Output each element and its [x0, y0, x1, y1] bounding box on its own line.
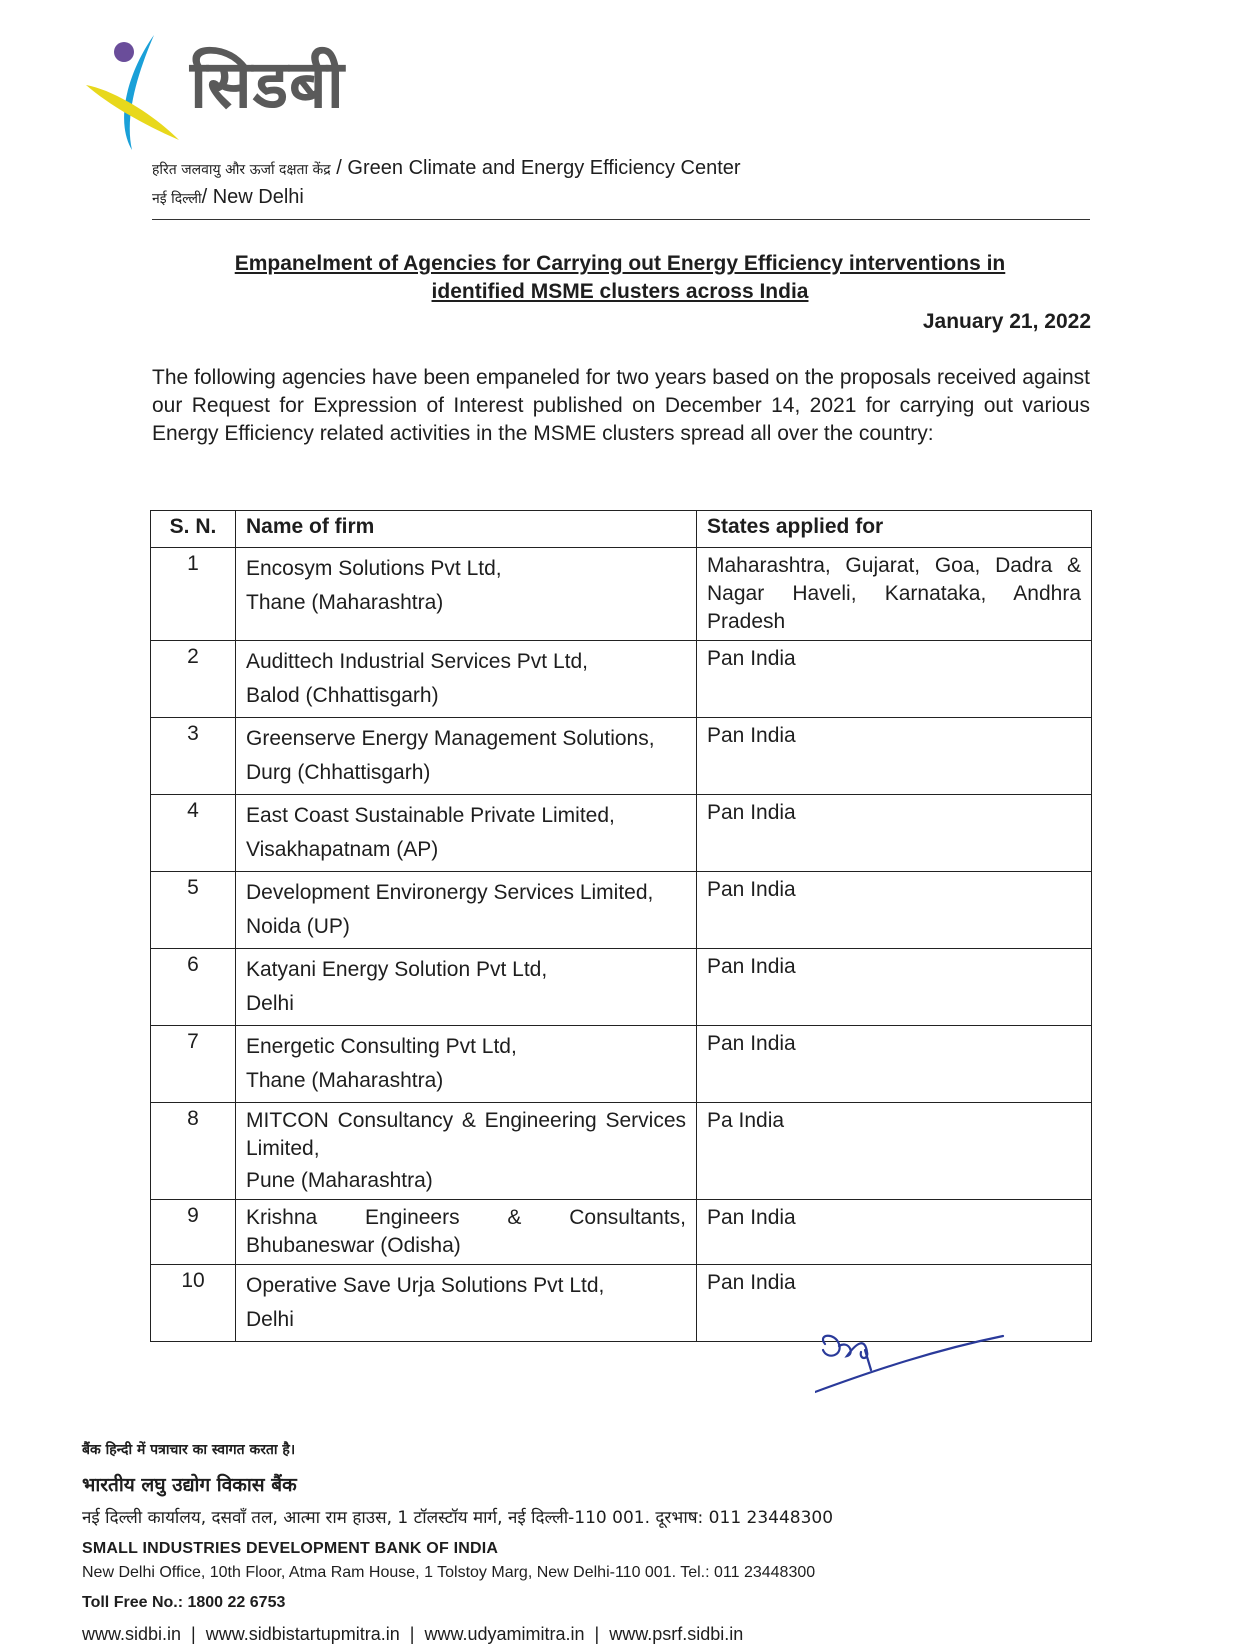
table-row — [151, 949, 1092, 1026]
firm-name-line: East Coast Sustainable Private Limited, — [246, 804, 615, 827]
center-location-english: New Delhi — [212, 186, 304, 208]
firm-name-line: Encosym Solutions Pvt Ltd, — [246, 557, 502, 580]
firm-name-line: Audittech Industrial Services Pvt Ltd, — [246, 650, 588, 673]
signature-icon — [815, 1330, 1005, 1410]
cell-sn: 8 — [151, 1103, 236, 1200]
cell-firm-name — [236, 1200, 697, 1265]
table-row — [151, 872, 1092, 949]
sidbi-logo-icon — [84, 30, 194, 155]
website-link-udyamimitra[interactable]: www.udyamimitra.in — [424, 1624, 585, 1644]
intro-paragraph: The following agencies have been empaneled for two years based on the proposals received against our Request for Expression of Interest published on December 14, 2021 for carrying out various Energy Efficiency related activities in the MSME clusters spread all over the country: — [152, 366, 1090, 445]
toll-free-label: Toll Free No.: — [82, 1594, 188, 1611]
sidbi-logo-wordmark: सिडबी — [190, 46, 345, 123]
document-date: January 21, 2022 — [922, 310, 1091, 333]
cell-sn: 2 — [151, 641, 236, 718]
cell-sn: 4 — [151, 795, 236, 872]
firm-location-line: Noida (UP) — [246, 915, 350, 938]
cell-states: Pan India — [697, 1200, 1092, 1265]
column-header-sn: S. N. — [151, 511, 236, 548]
website-link-sidbi[interactable]: www.sidbi.in — [82, 1624, 182, 1644]
cell-sn: 10 — [151, 1265, 236, 1342]
bank-name-english: SMALL INDUSTRIES DEVELOPMENT BANK OF INDIA — [82, 1540, 499, 1557]
center-location-hindi: नई दिल्ली — [152, 191, 202, 207]
cell-firm-name — [236, 1265, 697, 1342]
website-separator: | — [594, 1624, 600, 1644]
cell-states: Pa India — [697, 1103, 1092, 1200]
document-title-line2: identified MSME clusters across India — [431, 280, 809, 303]
firm-location-line: Visakhapatnam (AP) — [246, 838, 439, 861]
bank-name-hindi: भारतीय लघु उद्योग विकास बैंक — [82, 1474, 297, 1496]
cell-firm-name — [236, 718, 697, 795]
website-links — [82, 1624, 1082, 1645]
cell-firm-name — [236, 872, 697, 949]
firm-location-line: Durg (Chhattisgarh) — [246, 761, 431, 784]
toll-free-number: 1800 22 6753 — [187, 1594, 286, 1611]
cell-sn: 1 — [151, 548, 236, 641]
cell-states: Pan India — [697, 1026, 1092, 1103]
cell-states: Pan India — [697, 795, 1092, 872]
header-divider — [152, 219, 1090, 220]
firm-location-line: Delhi — [246, 1308, 294, 1331]
center-name-separator: / — [330, 157, 348, 179]
hindi-correspondence-note: बैंक हिन्दी में पत्राचार का स्वागत करता है। — [82, 1442, 296, 1458]
cell-firm-name — [236, 548, 697, 641]
table-row — [151, 641, 1092, 718]
cell-states: Maharashtra, Gujarat, Goa, Dadra & Nagar Haveli, Karnataka, Andhra Pradesh — [697, 548, 1092, 641]
center-name-hindi: हरित जलवायु और ऊर्जा दक्षता केंद्र — [152, 162, 331, 178]
document-title-line1: Empanelment of Agencies for Carrying out Energy Efficiency interventions in — [234, 252, 1006, 275]
firm-location-line: Thane (Maharashtra) — [246, 591, 444, 614]
cell-firm-name — [236, 949, 697, 1026]
firm-location-line: Pune (Maharashtra) — [246, 1169, 433, 1192]
document-title — [150, 250, 1090, 306]
table-row — [151, 548, 1092, 641]
cell-states: Pan India — [697, 872, 1092, 949]
cell-states: Pan India — [697, 718, 1092, 795]
website-separator: | — [191, 1624, 196, 1644]
center-location-separator: / — [201, 186, 213, 208]
toll-free — [82, 1594, 1082, 1612]
letterhead-footer — [82, 1440, 1082, 1645]
website-link-psrf[interactable]: www.psrf.sidbi.in — [609, 1624, 744, 1644]
cell-firm-name — [236, 1103, 697, 1200]
center-name — [152, 157, 741, 180]
cell-sn: 6 — [151, 949, 236, 1026]
firm-name-line: Katyani Energy Solution Pvt Ltd, — [246, 958, 548, 981]
cell-sn: 9 — [151, 1200, 236, 1265]
website-separator: | — [409, 1624, 415, 1644]
website-link-startupmitra[interactable]: www.sidbistartupmitra.in — [205, 1624, 400, 1644]
firm-name-line: Development Environergy Services Limited, — [246, 881, 654, 904]
center-name-english: Green Climate and Energy Efficiency Center — [347, 157, 741, 179]
cell-sn: 7 — [151, 1026, 236, 1103]
cell-firm-name — [236, 1026, 697, 1103]
column-header-firm: Name of firm — [236, 511, 697, 548]
firm-name-line: Energetic Consulting Pvt Ltd, — [246, 1035, 517, 1058]
firm-name-line: MITCON Consultancy & Engineering Services Limited, — [246, 1109, 686, 1160]
table-row — [151, 1200, 1092, 1265]
table-row — [151, 1103, 1092, 1200]
cell-firm-name — [236, 641, 697, 718]
firm-name-line: Krishna Engineers & Consultants, Bhubaneswar (Odisha) — [246, 1206, 686, 1257]
column-header-states: States applied for — [697, 511, 1092, 548]
bank-address-english: New Delhi Office, 10th Floor, Atma Ram House, 1 Tolstoy Marg, New Delhi-110 001. Tel.: 011 23448300 — [82, 1564, 816, 1581]
cell-states: Pan India — [697, 641, 1092, 718]
empanelled-agencies-table — [150, 510, 1092, 1342]
bank-address-hindi: नई दिल्ली कार्यालय, दसवाँ तल, आत्मा राम हाउस, 1 टॉलस्टॉय मार्ग, नई दिल्ली-110 001. दूरभाष: 011 23448300 — [82, 1508, 834, 1528]
cell-states: Pan India — [697, 1265, 1092, 1342]
table-row — [151, 718, 1092, 795]
cell-sn: 3 — [151, 718, 236, 795]
cell-sn: 5 — [151, 872, 236, 949]
cell-firm-name — [236, 795, 697, 872]
table-header-row — [151, 511, 1092, 548]
cell-states: Pan India — [697, 949, 1092, 1026]
table-row — [151, 1026, 1092, 1103]
firm-name-line: Operative Save Urja Solutions Pvt Ltd, — [246, 1274, 605, 1297]
table-row — [151, 795, 1092, 872]
firm-location-line: Thane (Maharashtra) — [246, 1069, 444, 1092]
firm-location-line: Delhi — [246, 992, 294, 1015]
firm-location-line: Balod (Chhattisgarh) — [246, 684, 439, 707]
center-location — [152, 186, 304, 209]
firm-name-line: Greenserve Energy Management Solutions, — [246, 727, 655, 750]
